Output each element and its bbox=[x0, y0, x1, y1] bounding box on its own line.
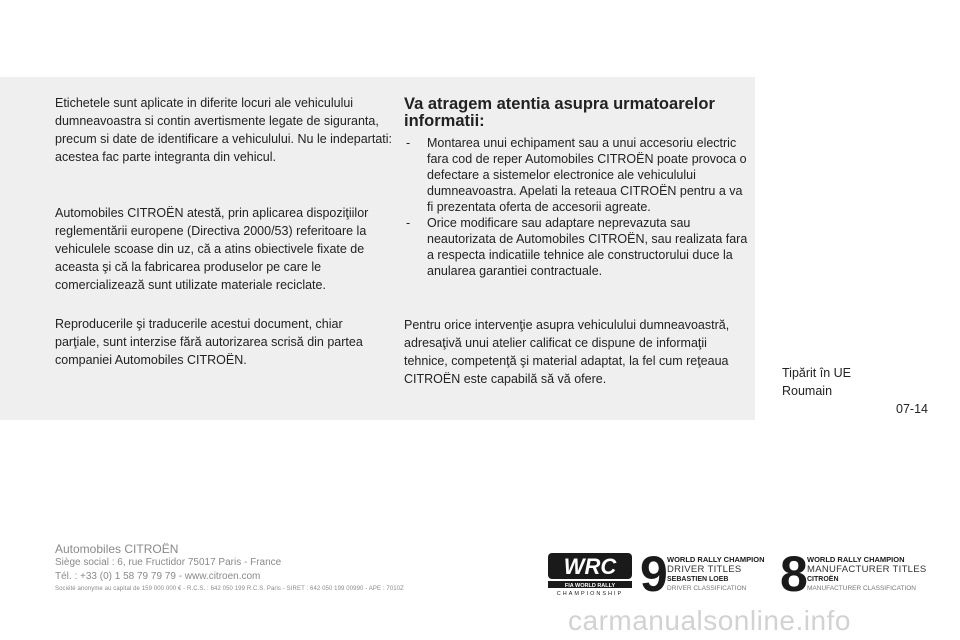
bullet-dash: - bbox=[406, 216, 411, 230]
company-address: Siège social : 6, rue Fructidor 75017 Paris - France bbox=[55, 557, 282, 568]
service-paragraph: Pentru orice intervenţie asupra vehiculului dumneavoastră, adresaţivă unui atelier calificat ce dispune de informaţii tehnice, competenţă şi material adaptat, la fel cum reţeaua CITROËN este capabilă să vă ofere. bbox=[404, 318, 730, 386]
list-item-text: Orice modificare sau adaptare neprevazuta sau neautorizata de Automobiles CITROËN, sau realizata fara a respecta indicatiile tehnice ale constructorului duce la anularea garantiei contractuale. bbox=[427, 216, 748, 278]
copyright-paragraph: Reproducerile şi traducerile acestui document, chiar parţiale, sunt interzise fără autorizarea scrisă din partea companiei Automobiles CITROËN. bbox=[55, 317, 363, 367]
wrc-logo-sub2: CHAMPIONSHIP bbox=[556, 591, 624, 597]
labels-info-paragraph: Etichetele sunt aplicate in diferite locuri ale vehiculului dumneavoastra si contin avertismente legate de siguranta, precum si date de identificare a vehiculului. Nu le indepartati: acestea fac parte integranta din vehicul. bbox=[55, 96, 392, 164]
bullet-dash: - bbox=[406, 136, 411, 150]
wrc-logo-sub1: FIA WORLD RALLY bbox=[564, 583, 616, 589]
attention-heading: Va atragem atentia asupra urmatoarelor informatii: bbox=[404, 95, 715, 130]
company-name: Automobiles CITROËN bbox=[55, 542, 179, 556]
manufacturer-titles-number: 8 bbox=[780, 546, 808, 602]
list-item bbox=[404, 215, 749, 279]
manufacturer-titles-line4: MANUFACTURER CLASSIFICATION bbox=[807, 585, 916, 592]
driver-titles-line1: WORLD RALLY CHAMPION bbox=[667, 555, 765, 564]
attention-list bbox=[404, 135, 749, 279]
page-number: 07-14 bbox=[896, 402, 928, 416]
wrc-logo-text: WRC bbox=[563, 554, 617, 579]
company-contact: Tél. : +33 (0) 1 58 79 79 79 - www.citroen.com bbox=[55, 571, 261, 582]
print-location: Tipărit în UE bbox=[782, 366, 852, 380]
manufacturer-titles-line1: WORLD RALLY CHAMPION bbox=[807, 555, 905, 564]
list-item-text: Montarea unui echipament sau a unui accesoriu electric fara cod de reper Automobiles CITROËN poate provoca o defectare a sistemelor electronice ale vehiculului dumneavoastra. Apelati la reteaua CITROËN pentru a va fi prezentata oferta de accesorii agreate. bbox=[427, 136, 747, 214]
language-label: Roumain bbox=[782, 384, 833, 398]
print-note bbox=[782, 364, 851, 400]
manufacturer-titles-line2: MANUFACTURER TITLES bbox=[807, 564, 927, 575]
company-legal: Société anonyme au capital de 159 000 000 € - R.C.S. : 642 050 199 R.C.S. Paris - SIRET : 642 050 199 00990 - APE : 7010Z bbox=[55, 586, 404, 592]
driver-titles-number: 9 bbox=[640, 546, 668, 602]
company-footer bbox=[55, 542, 545, 594]
manufacturer-titles-line3: CITROËN bbox=[807, 576, 839, 583]
wrc-logo-icon bbox=[548, 553, 632, 597]
list-item bbox=[404, 135, 749, 215]
driver-titles-line3: SEBASTIEN LOEB bbox=[667, 576, 729, 583]
driver-titles-line2: DRIVER TITLES bbox=[667, 564, 742, 575]
driver-titles-line4: DRIVER CLASSIFICATION bbox=[667, 585, 747, 592]
site-watermark: carmanualsonline.info bbox=[568, 605, 851, 636]
recycling-paragraph: Automobiles CITROËN atestă, prin aplicarea dispoziţiilor reglementării europene (Directiva 2000/53) referitoare la vehiculele scoase din uz, că a atins obiectivele fixate de aceasta şi că la fabricarea produselor pe care le comercializează sunt utilizate materiale reciclate. bbox=[55, 206, 369, 292]
